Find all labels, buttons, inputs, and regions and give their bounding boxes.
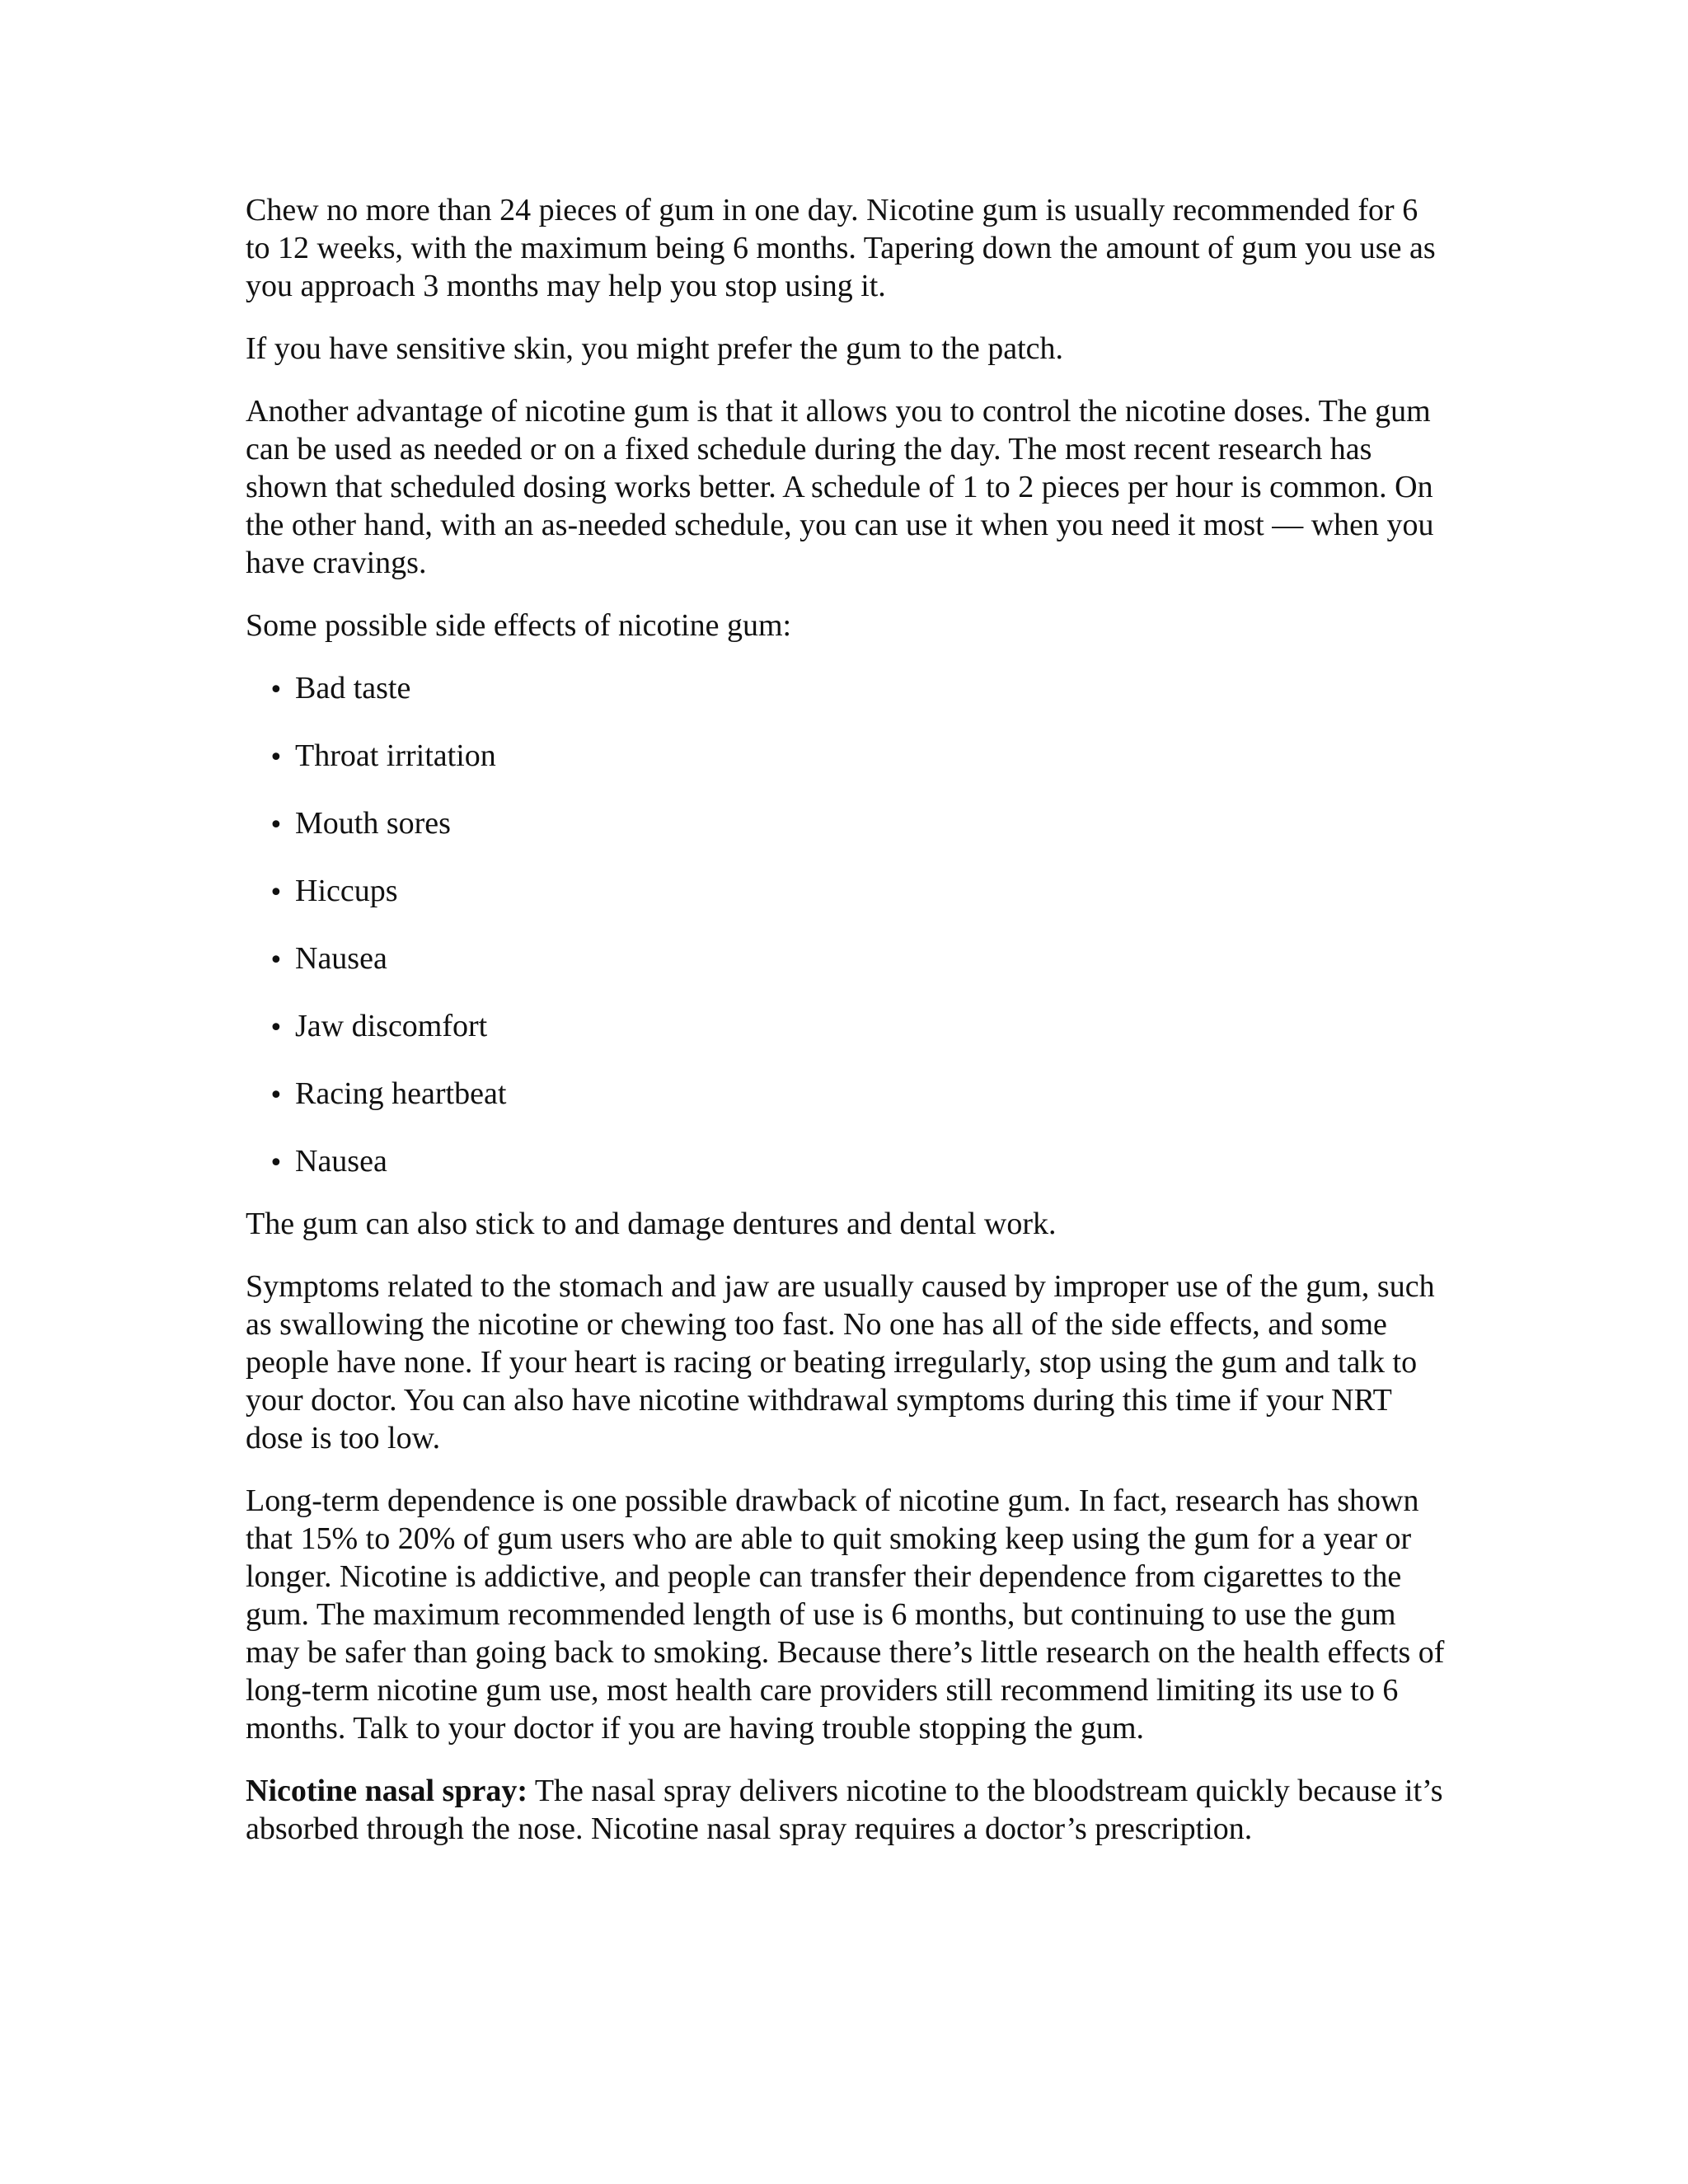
bullet-icon: • [269, 676, 284, 705]
nasal-spray-heading: Nicotine nasal spray: [246, 1774, 528, 1808]
paragraph-dentures: The gum can also stick to and damage dentures and dental work. [246, 1207, 1057, 1241]
bullet-icon: • [269, 1149, 284, 1178]
bullet-icon: • [269, 1081, 284, 1110]
paragraph-gum-dosage: Chew no more than 24 pieces of gum in one day. Nicotine gum is usually recommended for 6 to 12 weeks, with the maximum being 6 months. Tapering down the amount of gum you use as you approach 3 months may help you stop using it. [246, 193, 1436, 303]
list-item-text: Hiccups [295, 874, 398, 908]
paragraph-long-term-dependence: Long-term dependence is one possible drawback of nicotine gum. In fact, research has shown that 15% to 20% of gum users who are able to quit smoking keep using the gum for a year or longer. Nicotine is addictive, and people can transfer their dependence from cigarettes to the gum. The maximum recommended length of use is 6 months, but continuing to use the gum may be safer than going back to smoking. Because there’s little research on the health effects of long-term nicotine gum use, most health care providers still recommend limiting its use to 6 months. Talk to your doctor if you are having trouble stopping the gum. [246, 1483, 1445, 1746]
bullet-icon: • [269, 946, 284, 975]
paragraph-nasal-spray [246, 1772, 1449, 1848]
paragraph-symptoms: Symptoms related to the stomach and jaw are usually caused by improper use of the gum, such as swallowing the nicotine or chewing too fast. No one has all of the side effects, and some people have none. If your heart is racing or beating irregularly, stop using the gum and talk to your doctor. You can also have nicotine withdrawal symptoms during this time if your NRT dose is too low. [246, 1269, 1435, 1455]
bullet-icon: • [269, 1014, 284, 1043]
list-item [269, 1075, 1449, 1115]
paragraph-dose-control: Another advantage of nicotine gum is that it allows you to control the nicotine doses. The gum can be used as needed or on a fixed schedule during the day. The most recent research has shown that scheduled dosing works better. A schedule of 1 to 2 pieces per hour is common. On the other hand, with an as-needed schedule, you can use it when you need it most — when you have cravings. [246, 394, 1434, 580]
list-item-text: Mouth sores [295, 806, 451, 841]
list-item [269, 1007, 1449, 1047]
nasal-spray-body: The nasal spray delivers nicotine to the bloodstream quickly because it’s absorbed through the nose. Nicotine nasal spray requires a doctor’s prescription. [246, 1774, 1443, 1846]
list-item [269, 804, 1449, 845]
paragraph-sensitive-skin: If you have sensitive skin, you might prefer the gum to the patch. [246, 331, 1063, 366]
list-item-text: Nausea [295, 941, 387, 976]
list-item-text: Jaw discomfort [295, 1009, 488, 1043]
list-item-text: Throat irritation [295, 738, 496, 773]
paragraph-side-effects-intro: Some possible side effects of nicotine gum: [246, 608, 792, 643]
list-item [269, 940, 1449, 980]
list-item [269, 1142, 1449, 1183]
bullet-icon: • [269, 879, 284, 907]
document-page [246, 191, 1449, 1872]
list-item [269, 669, 1449, 710]
side-effects-list [246, 669, 1449, 1183]
bullet-icon: • [269, 811, 284, 840]
list-item [269, 872, 1449, 912]
list-item-text: Racing heartbeat [295, 1076, 507, 1111]
list-item [269, 737, 1449, 777]
list-item-text: Nausea [295, 1144, 387, 1179]
bullet-icon: • [269, 743, 284, 772]
list-item-text: Bad taste [295, 671, 411, 705]
